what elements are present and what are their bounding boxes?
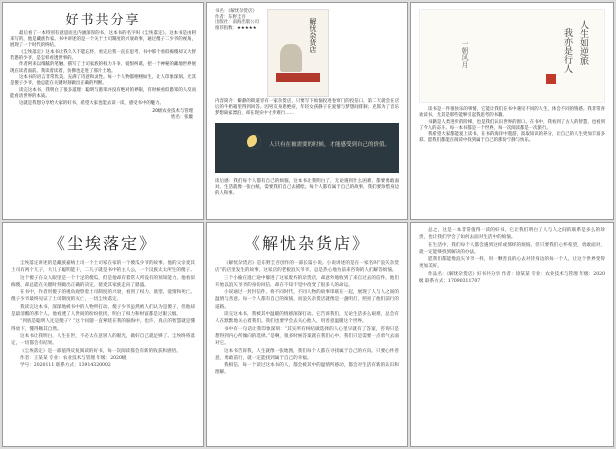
cover-figure <box>280 44 302 72</box>
paragraph: 我希望大家都能爱上读书，在书的海洋中遨游，汲取知识的养分，让自己的人生更加丰富多彩。愿我们都能在阅读中找到属于自己的那份宁静与快乐。 <box>419 132 605 144</box>
paragraph: 这个傻子在众人眼里是一个十足的傻瓜，但是他却有着常人所没有的预知能力。他看似痴傻，却总能在关键时刻做出正确的决定，使麦其家族走向了鼎盛。 <box>11 275 195 288</box>
paragraph: 这本书让我明白，人生在世，不必太在意别人的眼光，做好自己就足够了。尘埃终将落定，一切都会有结果。 <box>11 333 195 347</box>
paragraph: 尘埃落定讲述的是藏族嘉绒土司一个土司家在家的一个傻瓜少爷的故事。他的父亲麦其土司有两个儿子，大儿子聪明能干，二儿子就是书中的主人公，一个汉族太太所生的傻子。 <box>11 261 195 274</box>
page-review-continued <box>410 222 614 447</box>
meta-line: 作者：东野圭吾 <box>215 14 246 20</box>
author-signature <box>3 107 203 121</box>
cover-band <box>276 73 320 82</box>
paragraph: 这本书的语言非常优美，充满了诗意和灵性。每一个人物都栩栩如生，让人印象深刻。尤其是傻子少爷，他总能在关键时刻做出正确的判断。 <box>10 75 196 87</box>
book-intro: 内容简介：僻静的街道旁有一家杂货店，只要写下烦恼投进卷帘门的投信口，第二天就会在店后的牛奶箱里得到回答。因男友身患绝症，年轻女孩静子在爱情与梦想间徘徊；克郎为了音乐梦想离家漂泊，却在现实中寸步难行…… <box>215 99 399 117</box>
paragraph: 在生活中，我们每个人都会遇到这样或那样的烦恼，但只要我们心怀希望，勇敢面对，就一定能够找到解决的办法。 <box>419 242 605 255</box>
paragraph: 在书中，作者用傻子的视角观察着土司制度的兴衰，看到了权力、欲望、爱情和死亡。傻子少爷最终见证了土司制度的灭亡，一切尘埃落定。 <box>11 290 195 303</box>
calligraphy-line: 我亦是行人 <box>562 28 572 73</box>
paragraph: 读完这本书，我明白了很多道理：聪明与愚笨并没有绝对的界限，有时候看似愚笨的人反而能看清世界的本质。 <box>10 87 196 99</box>
paragraph: 读书是一件很快乐的事情，它能让我们在书中遇见不同的人生，体会不同的情感。我非常喜欢读书，尤其是那些能够引起我思考的书籍。 <box>419 107 605 119</box>
essay-body <box>3 260 203 369</box>
author-info: 作者：王某某 专业：农业技术与管理 年级：2020级 <box>20 355 127 361</box>
paragraph: 《尘埃落定》这本书让我久久不能忘怀，看完后我一直在思考，书中那个看似痴傻却又大智若愚的少爷，是怎样看透世事的。 <box>10 49 196 61</box>
meta-line: 推荐指数：★★★★★ <box>215 25 257 31</box>
paragraph: 这就是我想分享给大家的好书，希望大家也能去读一读，感受书中的魅力。 <box>19 100 164 106</box>
paragraph: 小说通过一封封信件，将不同时代、不同人物的故事串联在一起，展现了人与人之间的温情与善意。每一个人都有自己的烦恼，而浪矢杂货店就像是一盏明灯，照亮了他们前行的道路。 <box>215 290 399 310</box>
page-calligraphy-essay <box>410 2 614 220</box>
moon-icon <box>247 135 261 149</box>
paragraph: 总之，这是一本非常值得一读的好书。它让我们明白了人与人之间的联系是多么的珍贵，也让我们学会了如何去面对生活中的烦恼。 <box>419 228 605 241</box>
book-cover-image <box>267 9 329 97</box>
meta-line: 出版社：南海出版公司 <box>215 20 259 26</box>
page-title: 《解忧杂货店》 <box>243 234 370 253</box>
author-name: 姓名：张璇 <box>171 115 193 121</box>
paragraph: “到底是聪明人还是傻子？”这个问题一直萦绕在我的脑海中。也许，真正的智慧就是懂得放下，懂得顺其自然。 <box>11 319 195 332</box>
page-review-chen-ai-luo-ding <box>2 222 204 447</box>
essay-body <box>411 103 613 145</box>
paragraph: 愿我们都能像浪矢爷爷一样，用一颗善良的心去对待身边的每一个人，让这个世界变得更加美好。 <box>419 257 605 270</box>
calligraphy-line: 人生如逆旅 <box>578 20 588 65</box>
paragraph: 《解忧杂货店》是东野圭吾创作的一部长篇小说。小说讲述的是在一家名叫“浪矢杂货店”的店里发生的故事。这家店的老板浪矢爷爷，总是热心地为前来咨询的人们解答烦恼。 <box>215 261 399 274</box>
essay-body <box>3 31 203 107</box>
paragraph: 《尘埃落定》是一部值得反复阅读的好书，每一次阅读都会有新的收获和感悟。 <box>20 348 181 354</box>
red-seal-stamp <box>546 74 556 84</box>
calligraphy-image <box>419 9 605 103</box>
paragraph: 读完这本书，我被其中温暖的情感深深打动。它告诉我们，无论生活多么艰难，总会有人在默默地关心着我们。我们也要学会去关心他人，用善意温暖这个世界。 <box>215 312 399 325</box>
paragraph: 最后看了一本特别有意思而且内涵深厚的书，这本书的名字叫《尘埃落定》。这本书是由阿来写的，他是藏族作家。书中讲述的是一个关于土司制度的兴衰故事，通过傻子二少爷的视角，展现了一个时代的终结。 <box>10 31 196 49</box>
essay-body <box>207 260 407 377</box>
paragraph: 书籍是人类进步的阶梯，也是我们认识世界的窗口。在书中，我看到了古人的智慧，也看到了今人的奋斗。每一本书都是一个世界，每一次阅读都是一次旅行。 <box>419 119 605 131</box>
page-book-poster <box>206 2 408 220</box>
page-title: 《尘埃落定》 <box>48 234 157 253</box>
paragraph: 我读完这本书，深深地被书中的人物所打动。傻子少爷虽然被人们认为是傻子，但他却是最清醒的那个人。他看透了人世间的纷纷扰扰，明白了权力和财富都是过眼云烟。 <box>11 304 195 318</box>
paragraph: 这本书告诉我，人生就像一张地图，我们每个人都在寻找属于自己的方向。只要心怀善意，勇敢前行，就一定能找到属于自己的幸福。 <box>215 348 399 361</box>
paragraph: 三个小偷在逃亡途中躲进了这家废弃的杂货店，却意外地收到了来自过去的信件。他们开始以浪矢爷爷的身份回信，却在不知不觉中改变了很多人的命运。 <box>215 275 399 288</box>
calligraphy-line: 一朝风月 <box>461 40 469 68</box>
essay-body <box>411 223 613 285</box>
quote-text: 人只有在被需要的时候，才能感受到自己的价值。 <box>269 142 391 149</box>
book-cover-title: 解忧杂货店 <box>308 18 317 53</box>
meta-line: 书名：《解忧杂货店》 <box>215 9 257 14</box>
author-contact: 学号：2020111 联系方式：13914320002 <box>20 363 111 369</box>
paragraph: 作者阿来以细腻的笔触，描写了土司家族的权力斗争、爱恨纠葛，把一个神秘的藏地世界展现在读者面前。我读着读着，仿佛也走进了那片土地。 <box>10 62 196 74</box>
paragraph: 书中有一句话让我印象深刻：“其实所有纠结做选择的人心里早就有了答案，咨询只是想得到内心所倾向的选择。”是啊，很多时候答案就在我们心中，我们只是需要一点勇气去面对它。 <box>215 326 399 347</box>
book-info-header <box>207 3 407 99</box>
author-info: 作品名：《解忧杂货店》好书共分享 作者：徐某某 专业：农业技术与管理 年级：2020级 联系方式：17090311707 <box>419 271 605 285</box>
paragraph: 我相信，每一个读过这本书的人，都会被其中的温情所感动，都会对生活有新的认识和理解。 <box>215 363 399 376</box>
page-title: 好书共分享 <box>65 13 141 28</box>
page-good-book-share <box>2 2 204 220</box>
author-class: 20级农业技术与管理 <box>152 109 193 115</box>
quote-banner <box>215 123 399 173</box>
page-review-jie-you <box>206 222 408 447</box>
book-review: 读后感：我们每个人都有自己的烦恼，这本书让我明白了，无论遇到什么困难，都要勇敢面对。生活就像一张白纸，需要我们自己去描绘。每个人都有属于自己的故事，我们要珍惜身边的人和事。 <box>215 179 399 197</box>
book-meta <box>215 9 259 97</box>
